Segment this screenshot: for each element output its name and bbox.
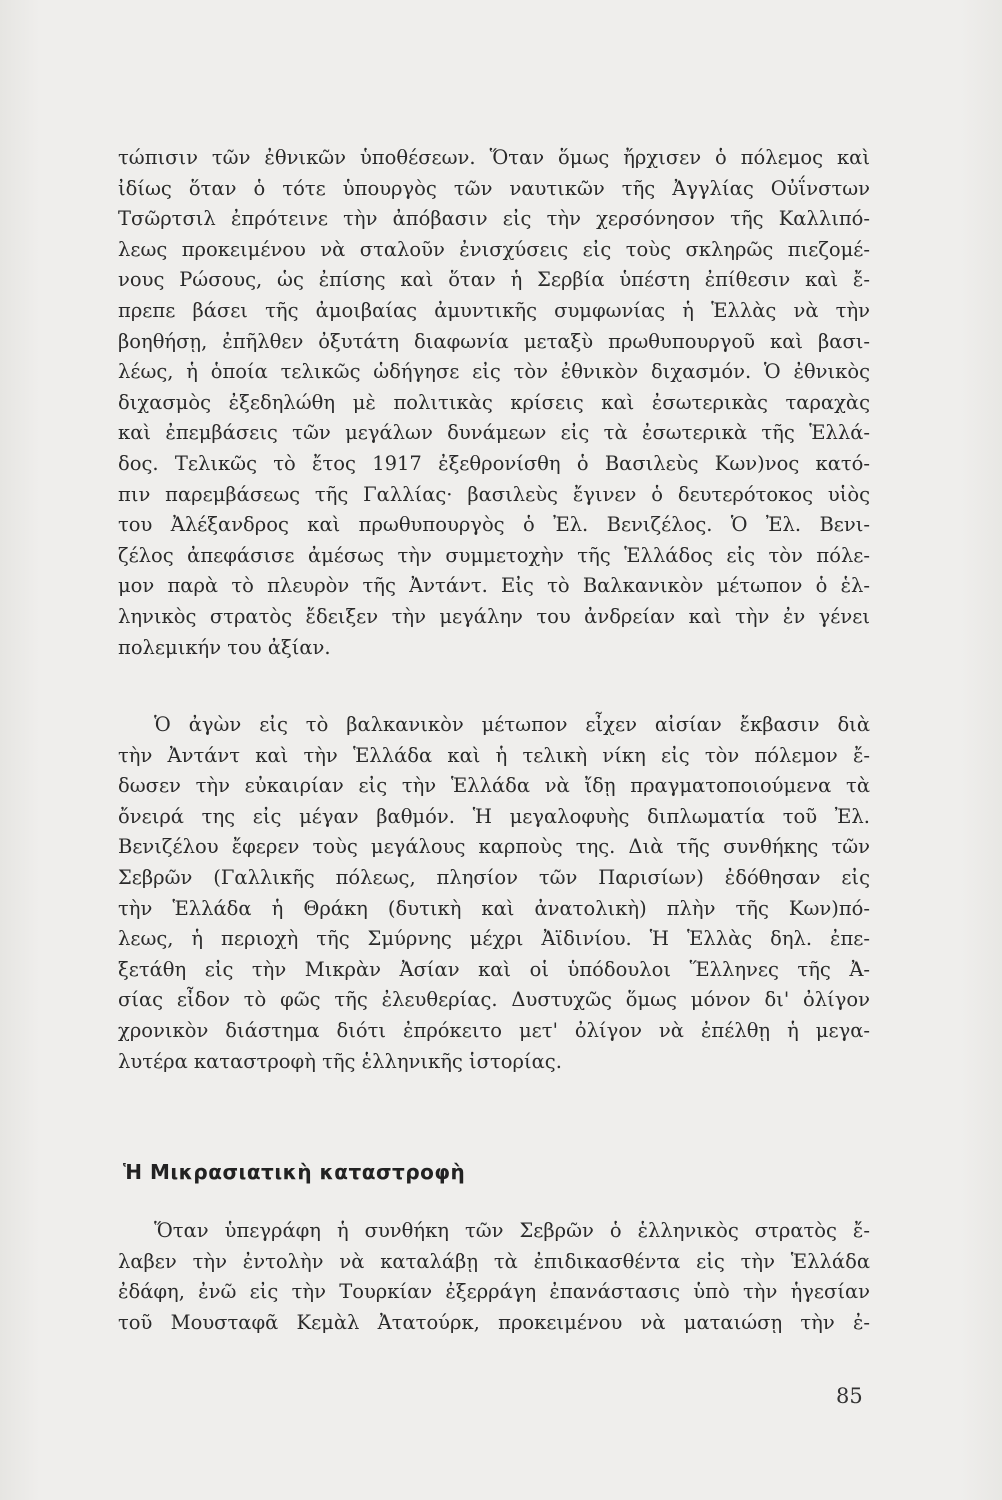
text-line: Τσῶρτσιλ ἐπρότεινε τὴν ἀπόβασιν εἰς τὴν χερσόνησον τῆς Καλλιπό- [118,207,870,231]
text-line: τὴν Ἀντάντ καὶ τὴν Ἑλλάδα καὶ ἡ τελικὴ νίκη εἰς τὸν πόλεμον ἔ- [118,743,870,767]
text-line: πιν παρεμβάσεως τῆς Γαλλίας· βασιλεὺς ἔγινεν ὁ δευτερότοκος υἱὸς [118,482,870,506]
text-line: ζέλος ἀπεφάσισε ἀμέσως τὴν συμμετοχὴν τῆς Ἑλλάδος εἰς τὸν πόλε- [118,543,870,567]
text-line: βοηθήσῃ, ἐπῆλθεν ὀξυτάτη διαφωνία μεταξὺ πρωθυπουργοῦ καὶ βασι- [118,329,870,353]
text-line: Σεβρῶν (Γαλλικῆς πόλεως, πλησίον τῶν Παρισίων) ἐδόθησαν εἰς [118,865,870,889]
text-line: λεως, ἡ περιοχὴ τῆς Σμύρνης μέχρι Ἀϊδινίου. Ἡ Ἑλλὰς δηλ. ἐπε- [118,927,870,951]
text-line: του Ἀλέξανδρος καὶ πρωθυπουργὸς ὁ Ἐλ. Βενιζέλος. Ὁ Ἐλ. Βενι- [118,513,870,537]
text-line: λέως, ἡ ὁποία τελικῶς ὡδήγησε εἰς τὸν ἐθνικὸν διχασμόν. Ὁ ἐθνικὸς [118,360,870,384]
text-line: πρεπε βάσει τῆς ἀμοιβαίας ἀμυντικῆς συμφωνίας ἡ Ἑλλὰς νὰ τὴν [118,298,870,322]
text-line: ὄνειρά της εἰς μέγαν βαθμόν. Ἡ μεγαλοφυὴς διπλωματία τοῦ Ἐλ. [118,804,870,828]
paragraph-3 [118,1216,870,1338]
text-line: χρονικὸν διάστημα διότι ἐπρόκειτο μετ' ὀλίγον νὰ ἐπέλθῃ ἡ μεγα- [118,1018,870,1042]
text-line: σίας εἶδον τὸ φῶς τῆς ἐλευθερίας. Δυστυχῶς ὅμως μόνον δι' ὀλίγον [118,988,870,1012]
section-heading: Ἡ Μικρασιατικὴ καταστροφὴ [123,1160,466,1184]
text-line: τώπισιν τῶν ἐθνικῶν ὑποθέσεων. Ὅταν ὅμως ἤρχισεν ὁ πόλεμος καὶ [118,146,870,169]
text-line: διχασμὸς ἐξεδηλώθη μὲ πολιτικὰς κρίσεις καὶ ἐσωτερικὰς ταραχὰς [118,390,870,414]
text-line: Ὁ ἀγὼν εἰς τὸ βαλκανικὸν μέτωπον εἶχεν αἰσίαν ἔκβασιν διὰ [154,713,870,736]
text-line: μον παρὰ τὸ πλευρὸν τῆς Ἀντάντ. Εἰς τὸ Βαλκανικὸν μέτωπον ὁ ἑλ- [118,574,870,598]
text-line: τὴν Ἑλλάδα ἡ Θράκη (δυτικὴ καὶ ἀνατολικὴ) πλὴν τῆς Κων)πό- [118,896,870,920]
text-line: τοῦ Μουσταφᾶ Κεμὰλ Ἀτατούρκ, προκειμένου νὰ ματαιώσῃ τὴν ἐ- [118,1310,870,1334]
text-line: ξετάθη εἰς τὴν Μικρὰν Ἀσίαν καὶ οἱ ὑπόδουλοι Ἕλληνες τῆς Ἀ- [118,957,870,981]
page-number: 85 [836,1384,863,1408]
paragraph-1 [118,143,870,663]
text-line: Βενιζέλου ἔφερεν τοὺς μεγάλους καρποὺς της. Διὰ τῆς συνθήκης τῶν [118,835,870,859]
text-line: καὶ ἐπεμβάσεις τῶν μεγάλων δυνάμεων εἰς τὰ ἐσωτερικὰ τῆς Ἑλλά- [118,421,870,445]
text-line: λαβεν τὴν ἐντολὴν νὰ καταλάβῃ τὰ ἐπιδικασθέντα εἰς τὴν Ἑλλάδα [118,1249,870,1273]
paragraph-2 [118,710,870,1077]
text-line: πολεμικήν του ἀξίαν. [118,635,331,659]
text-line: ἐδάφη, ἐνῶ εἰς τὴν Τουρκίαν ἐξερράγη ἐπανάστασις ὑπὸ τὴν ἡγεσίαν [118,1280,870,1304]
text-line: νους Ρώσους, ὡς ἐπίσης καὶ ὅταν ἡ Σερβία ὑπέστη ἐπίθεσιν καὶ ἔ- [118,268,870,292]
text-line: Ὅταν ὑπεγράφη ἡ συνθήκη τῶν Σεβρῶν ὁ ἑλληνικὸς στρατὸς ἔ- [154,1219,870,1242]
text-line: δος. Τελικῶς τὸ ἔτος 1917 ἐξεθρονίσθη ὁ Βασιλεὺς Κων)νος κατό- [118,451,870,475]
text-line: λεως προκειμένου νὰ σταλοῦν ἐνισχύσεις εἰς τοὺς σκληρῶς πιεζομέ- [118,237,870,261]
text-line: δωσεν τὴν εὐκαιρίαν εἰς τὴν Ἑλλάδα νὰ ἴδῃ πραγματοποιούμενα τὰ [118,774,870,798]
text-line: ληνικὸς στρατὸς ἔδειξεν τὴν μεγάλην του ἀνδρείαν καὶ τὴν ἐν γένει [118,604,870,628]
text-line: λυτέρα καταστροφὴ τῆς ἑλληνικῆς ἱστορίας. [118,1049,562,1073]
text-line: ἰδίως ὅταν ὁ τότε ὑπουργὸς τῶν ναυτικῶν τῆς Ἀγγλίας Οὐΐνστων [118,176,870,200]
